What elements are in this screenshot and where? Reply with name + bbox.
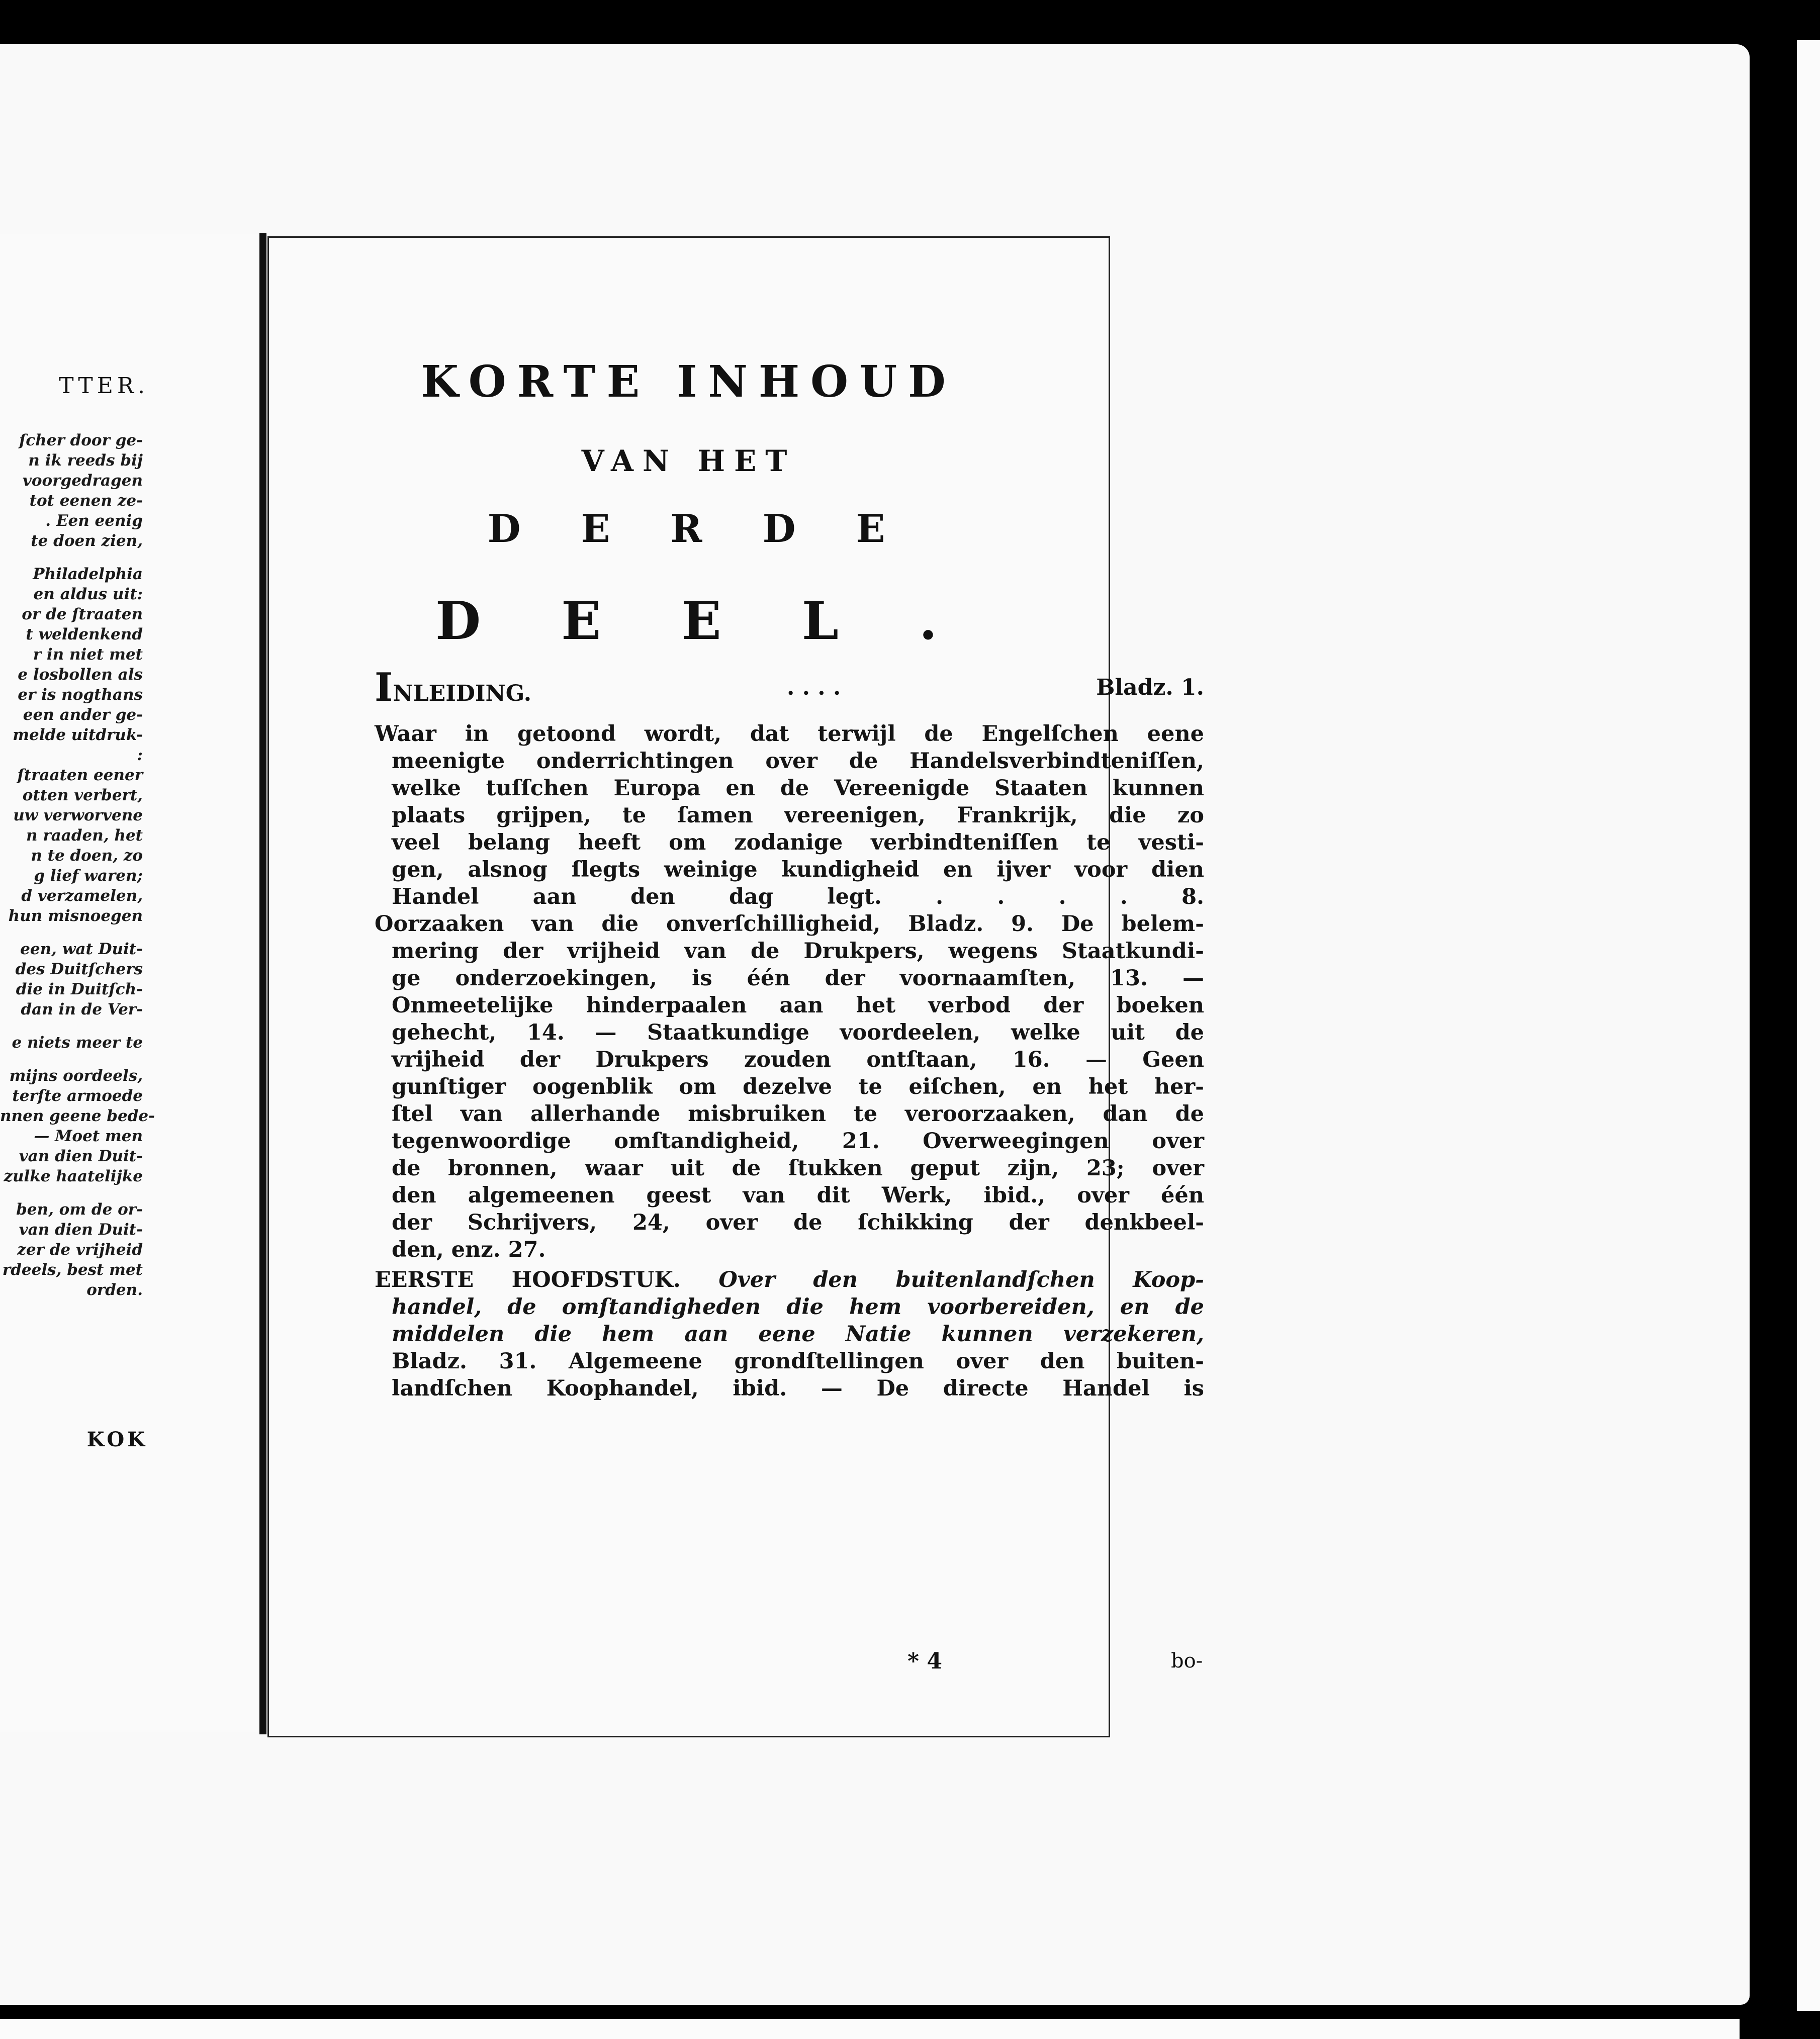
toc-text-line: den algemeenen geest van dit Werk, ibid., over één	[392, 1183, 1204, 1208]
toc-text-line: gen, alsnog ſlegts weinige kundigheid en ijver voor dien	[392, 857, 1204, 882]
toc-entry-eerste-hoofdstuk	[375, 1266, 1204, 1402]
left-page-line: er is nogthans	[18, 686, 143, 704]
left-page-line: :	[137, 746, 143, 764]
left-page-line: zulke haatelijke	[4, 1167, 143, 1185]
toc-page-ref: Bladz. 1.	[1096, 675, 1204, 700]
toc-text-line: de bronnen, waar uit de ſtukken geput zijn, 23; over	[392, 1156, 1204, 1181]
toc-leader-dots: . . . .	[787, 675, 841, 700]
toc-heading-row	[375, 665, 1204, 710]
toc-text-line: vrijheid der Drukpers zouden ontſtaan, 16. — Geen	[392, 1047, 1204, 1072]
left-page-line: van dien Duit-	[19, 1147, 143, 1165]
book-spine	[259, 233, 266, 1734]
left-page-line: die in Duitſch-	[16, 980, 143, 998]
toc-text-line: plaats grijpen, te ſamen vereenigen, Frankrijk, die zo	[392, 803, 1204, 828]
left-page-line: or de ſtraaten	[22, 605, 143, 623]
toc-text-line: Bladz. 31. Algemeene grondſtellingen over den buiten-	[392, 1349, 1204, 1374]
left-page-line: otten verbert,	[22, 786, 143, 804]
left-page-line: ben, om de or-	[16, 1200, 143, 1219]
left-page-line: hun misnoegen	[8, 907, 143, 925]
scan-bottom-strip	[0, 2019, 1740, 2039]
volume-word: DEEL.	[435, 590, 1018, 652]
left-page-line: r in niet met	[33, 645, 143, 664]
toc-text-line: Onmeetelijke hinderpaalen aan het verbod der boeken	[392, 993, 1204, 1018]
left-page-line: nnen geene bede-	[0, 1107, 155, 1125]
left-page-line: uw verworvene	[13, 806, 143, 824]
left-page	[0, 234, 266, 1732]
left-page-line: en aldus uit:	[33, 585, 143, 603]
toc-text-line: Waar in getoond wordt, dat terwijl de Engelſchen eene	[375, 721, 1204, 747]
left-page-line: e losbollen als	[18, 666, 143, 684]
drop-cap: I	[375, 665, 393, 710]
left-page-running-header: TTER.	[59, 373, 149, 399]
left-page-line: . Een eenig	[45, 512, 143, 530]
left-page-line	[0, 926, 143, 939]
left-page-line: van dien Duit-	[19, 1221, 143, 1239]
toc-heading-label: NLEIDING.	[393, 681, 532, 706]
toc-text-line: ſtel van allerhande misbruiken te veroorzaaken, dan de	[392, 1101, 1204, 1127]
left-page-line: een ander ge-	[23, 706, 143, 724]
chapter-title-text: Over den buitenlandſchen Koop-	[718, 1267, 1204, 1292]
left-page-line: orden.	[86, 1281, 143, 1299]
left-page-line: tot eenen ze-	[29, 492, 143, 510]
toc-heading	[375, 665, 532, 710]
toc-text-line: Handel aan den dag legt. . . . . 8.	[392, 884, 1204, 909]
toc-text-line	[375, 1266, 1204, 1293]
catchword: bo-	[1171, 1649, 1203, 1673]
left-page-line: mijns oordeels,	[9, 1067, 143, 1085]
left-page-line	[0, 1020, 143, 1033]
left-page-line: ſcher door ge-	[19, 431, 143, 449]
toc-text-line: gehecht, 14. — Staatkundige voordeelen, welke uit de	[392, 1020, 1204, 1045]
left-page-line: n raaden, het	[26, 826, 143, 845]
left-page-line: melde uitdruk-	[13, 726, 143, 744]
left-page-line: voorgedragen	[22, 472, 143, 490]
left-page-line: rdeels, best met	[2, 1261, 143, 1279]
chapter-label: EERSTE HOOFDSTUK.	[375, 1267, 719, 1292]
toc-text-line: gunſtiger oogenblik om dezelve te eiſchen, en het her-	[392, 1074, 1204, 1099]
toc-text-line: tegenwoordige omſtandigheid, 21. Overweegingen over	[392, 1129, 1204, 1154]
toc-text-line: handel, de omſtandigheden die hem voorbereiden, en de	[392, 1294, 1204, 1320]
left-page-line: n te doen, zo	[31, 847, 143, 865]
toc-text-line: mering der vrijheid van de Drukpers, wegens Staatkundi-	[392, 939, 1204, 964]
page-title: KORTE INHOUD	[421, 356, 957, 407]
toc-text-line: der Schrijvers, 24, over de ſchikking der denkbeel-	[392, 1210, 1204, 1235]
toc-entry-text	[375, 1266, 1204, 1402]
toc-text-line: welke tuſſchen Europa en de Vereenigde Staaten kunnen	[392, 776, 1204, 801]
left-page-line: zer de vrijheid	[17, 1241, 143, 1259]
left-page-line: e niets meer te	[12, 1034, 143, 1052]
left-page-line: d verzamelen,	[21, 887, 143, 905]
left-page-line: n ik reeds bij	[28, 451, 143, 470]
toc-text-line: meenigte onderrichtingen over de Handelsverbindteniſſen,	[392, 749, 1204, 774]
left-page-line	[0, 1053, 143, 1066]
left-page-line: Philadelphia	[33, 565, 143, 583]
toc-text-line: middelen die hem aan eene Natie kunnen verzekeren,	[392, 1322, 1204, 1347]
left-page-line: een, wat Duit-	[20, 940, 143, 958]
toc-entry-text	[375, 720, 1204, 1263]
left-page-catchword: KOK	[86, 1428, 148, 1451]
right-page	[267, 236, 1204, 1737]
signature-mark: * 4	[907, 1648, 942, 1674]
toc-text-line: veel belang heeft om zodanige verbindteniſſen te vesti-	[392, 830, 1204, 855]
left-page-line: — Moet men	[34, 1127, 143, 1145]
toc-text-line: Oorzaaken van die onverſchilligheid, Bladz. 9. De belem-	[375, 911, 1204, 937]
part-number: DERDE	[487, 506, 946, 551]
scan-edge-strip	[1797, 40, 1820, 2011]
left-page-line: dan in de Ver-	[21, 1000, 143, 1018]
left-page-line	[0, 1186, 143, 1199]
left-page-line: g lief waren;	[34, 867, 143, 885]
left-page-line: te doen zien,	[31, 532, 143, 550]
left-page-line	[0, 551, 143, 564]
toc-text-line: den, enz. 27.	[392, 1237, 546, 1262]
left-page-line: ſtraaten eener	[17, 766, 143, 784]
toc-entry-inleiding	[375, 665, 1204, 1263]
left-page-line: des Duitſchers	[15, 960, 143, 978]
left-page-line: terſte armoede	[12, 1087, 143, 1105]
left-page-line: t weldenkend	[26, 625, 143, 643]
table-of-contents	[375, 665, 1209, 1402]
toc-text-line: ge onderzoekingen, is één der voornaamſten, 13. —	[392, 966, 1204, 991]
toc-text-line: landſchen Koophandel, ibid. — De directe Handel is	[392, 1376, 1204, 1401]
page-subtitle: VAN HET	[581, 444, 796, 478]
left-page-text	[0, 430, 155, 1300]
